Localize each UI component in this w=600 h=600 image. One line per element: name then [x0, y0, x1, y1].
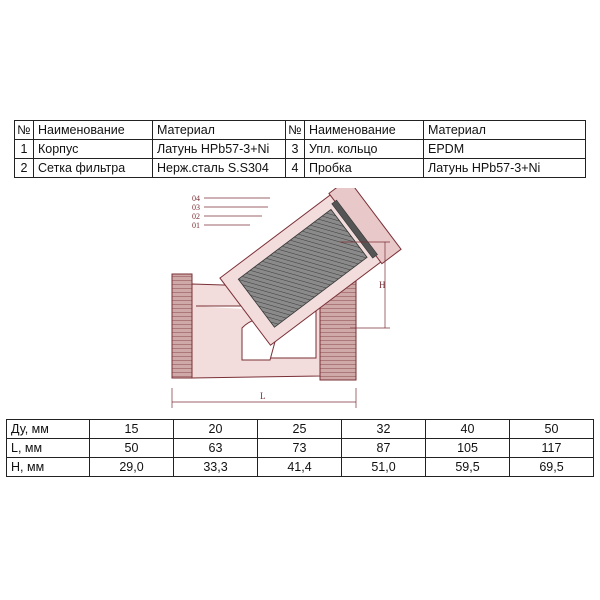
dims-cell: 59,5	[426, 458, 510, 477]
part-number: 3	[286, 140, 305, 159]
callout-01: 01	[192, 221, 200, 230]
callout-03: 03	[192, 203, 200, 212]
col-no-1: №	[15, 121, 34, 140]
dims-cell: 25	[258, 420, 342, 439]
parts-table	[14, 120, 586, 178]
part-number: 1	[15, 140, 34, 159]
dims-cell: 29,0	[90, 458, 174, 477]
dims-row-label: Ду, мм	[7, 420, 90, 439]
leader-lines	[204, 198, 270, 225]
dims-cell: 32	[342, 420, 426, 439]
parts-header-row	[15, 121, 586, 140]
part-name: Корпус	[34, 140, 153, 159]
callout-04: 04	[192, 194, 200, 203]
dims-cell: 63	[174, 439, 258, 458]
col-no-2: №	[286, 121, 305, 140]
part-number: 4	[286, 159, 305, 178]
dims-row-label: H, мм	[7, 458, 90, 477]
dims-cell: 50	[510, 420, 594, 439]
col-name-2: Наименование	[305, 121, 424, 140]
dims-row-l	[7, 439, 594, 458]
dims-cell: 117	[510, 439, 594, 458]
col-name-1: Наименование	[34, 121, 153, 140]
parts-row	[15, 140, 586, 159]
dims-cell: 40	[426, 420, 510, 439]
dims-cell: 105	[426, 439, 510, 458]
dim-l-label: L	[260, 391, 266, 401]
part-name: Пробка	[305, 159, 424, 178]
dims-cell: 33,3	[174, 458, 258, 477]
dims-cell: 50	[90, 439, 174, 458]
parts-row	[15, 159, 586, 178]
part-number: 2	[15, 159, 34, 178]
dims-row-dn	[7, 420, 594, 439]
part-name: Упл. кольцо	[305, 140, 424, 159]
dims-cell: 87	[342, 439, 426, 458]
part-name: Сетка фильтра	[34, 159, 153, 178]
dims-cell: 73	[258, 439, 342, 458]
part-material: Латунь HPb57-3+Ni	[153, 140, 286, 159]
part-material: Латунь HPb57-3+Ni	[424, 159, 586, 178]
part-material: EPDM	[424, 140, 586, 159]
dims-cell: 69,5	[510, 458, 594, 477]
dimensions-table	[6, 419, 594, 477]
left-thread	[172, 274, 192, 378]
dim-h-label: H	[379, 280, 386, 290]
col-material-1: Материал	[153, 121, 286, 140]
y-strainer-drawing	[150, 188, 450, 410]
dims-cell: 41,4	[258, 458, 342, 477]
dims-row-label: L, мм	[7, 439, 90, 458]
dims-cell: 20	[174, 420, 258, 439]
dims-cell: 15	[90, 420, 174, 439]
part-material: Нерж.сталь S.S304	[153, 159, 286, 178]
col-material-2: Материал	[424, 121, 586, 140]
callout-02: 02	[192, 212, 200, 221]
dims-row-h	[7, 458, 594, 477]
dims-cell: 51,0	[342, 458, 426, 477]
callouts	[192, 194, 200, 230]
